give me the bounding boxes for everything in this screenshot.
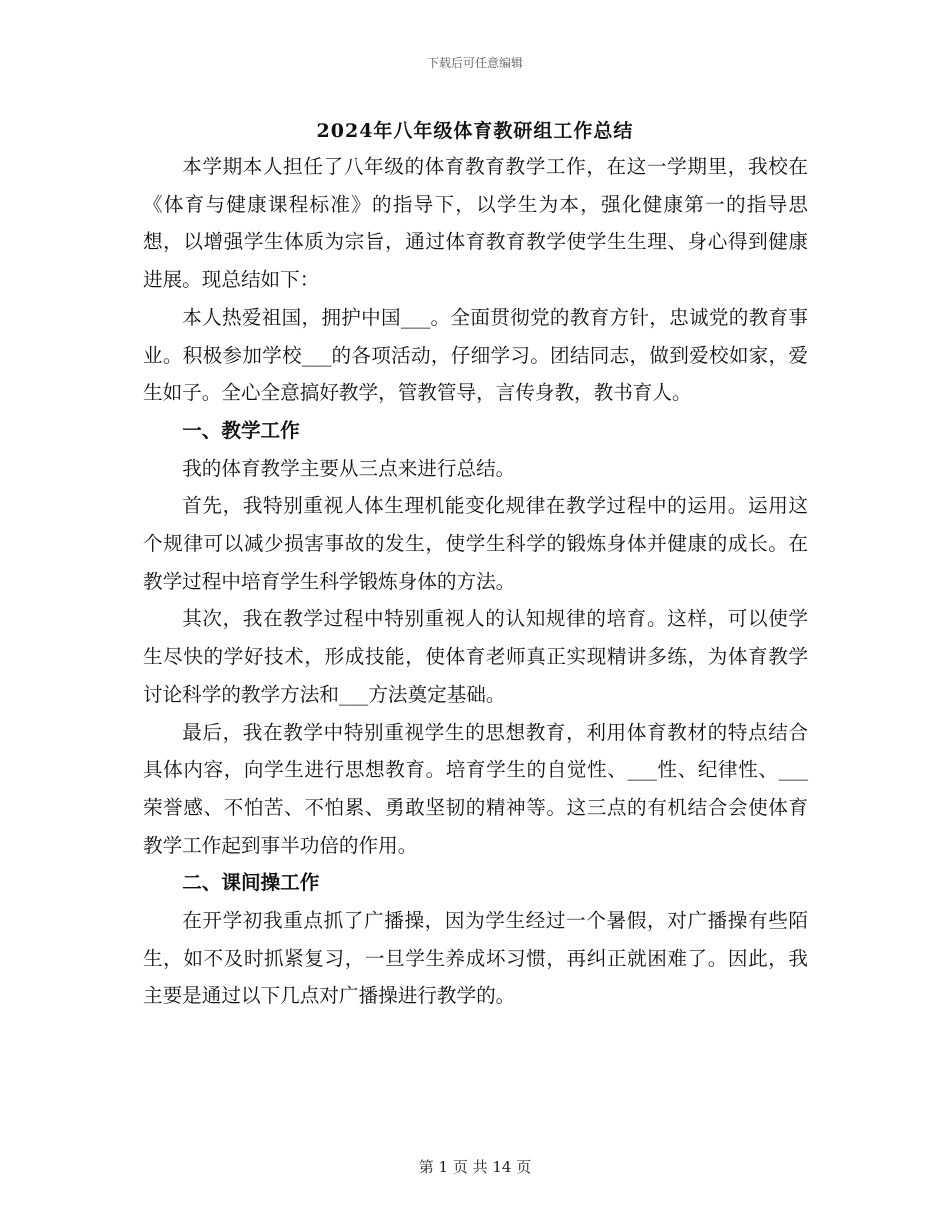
paragraph: 最后，我在教学中特别重视学生的思想教育，利用体育教材的特点结合具体内容，向学生进行思想教育。培育学生的自觉性、___性、纪律性、___荣誉感、不怕苦、不怕累、勇敢坚韧的精神等。这三点的有机结合会使体育教学工作起到事半功倍的作用。 <box>143 720 808 857</box>
paragraph: 本人热爱祖国，拥护中国___。全面贯彻党的教育方针，忠诚党的教育事业。积极参加学校___的各项活动，仔细学习。团结同志，做到爱校如家，爱生如子。全心全意搞好教学，管教管导，言传身教，教书育人。 <box>143 305 808 405</box>
paragraph: 我的体育教学主要从三点来进行总结。 <box>182 456 516 480</box>
document-body <box>143 148 808 1015</box>
paragraph: 其次，我在教学过程中特别重视人的认知规律的培育。这样，可以使学生尽快的学好技术，形成技能，使体育老师真正实现精讲多练，为体育教学讨论科学的教学方法和___方法奠定基础。 <box>143 607 808 706</box>
header-note: 下载后可任意编辑 <box>426 56 523 70</box>
paragraph: 在开学初我重点抓了广播操，因为学生经过一个暑假，对广播操有些陌生，如不及时抓紧复习，一旦学生养成坏习惯，再纠正就困难了。因此，我主要是通过以下几点对广播操进行教学的。 <box>143 909 808 1008</box>
section-heading: 一、教学工作 <box>182 418 300 442</box>
document-title: 2024年八年级体育教研组工作总结 <box>316 120 634 142</box>
paragraph: 首先，我特别重视人体生理机能变化规律在教学过程中的运用。运用这个规律可以减少损害事故的发生，使学生科学的锻炼身体并健康的成长。在教学过程中培育学生科学锻炼身体的方法。 <box>143 494 808 593</box>
section-heading: 二、课间操工作 <box>182 871 320 895</box>
page-footer: 第 1 页 共 14 页 <box>418 1158 532 1176</box>
paragraph: 本学期本人担任了八年级的体育教育教学工作，在这一学期里，我校在《体育与健康课程标准》的指导下，以学生为本，强化健康第一的指导思想，以增强学生体质为宗旨，通过体育教育教学使学生生理、身心得到健康进展。现总结如下： <box>143 155 808 292</box>
